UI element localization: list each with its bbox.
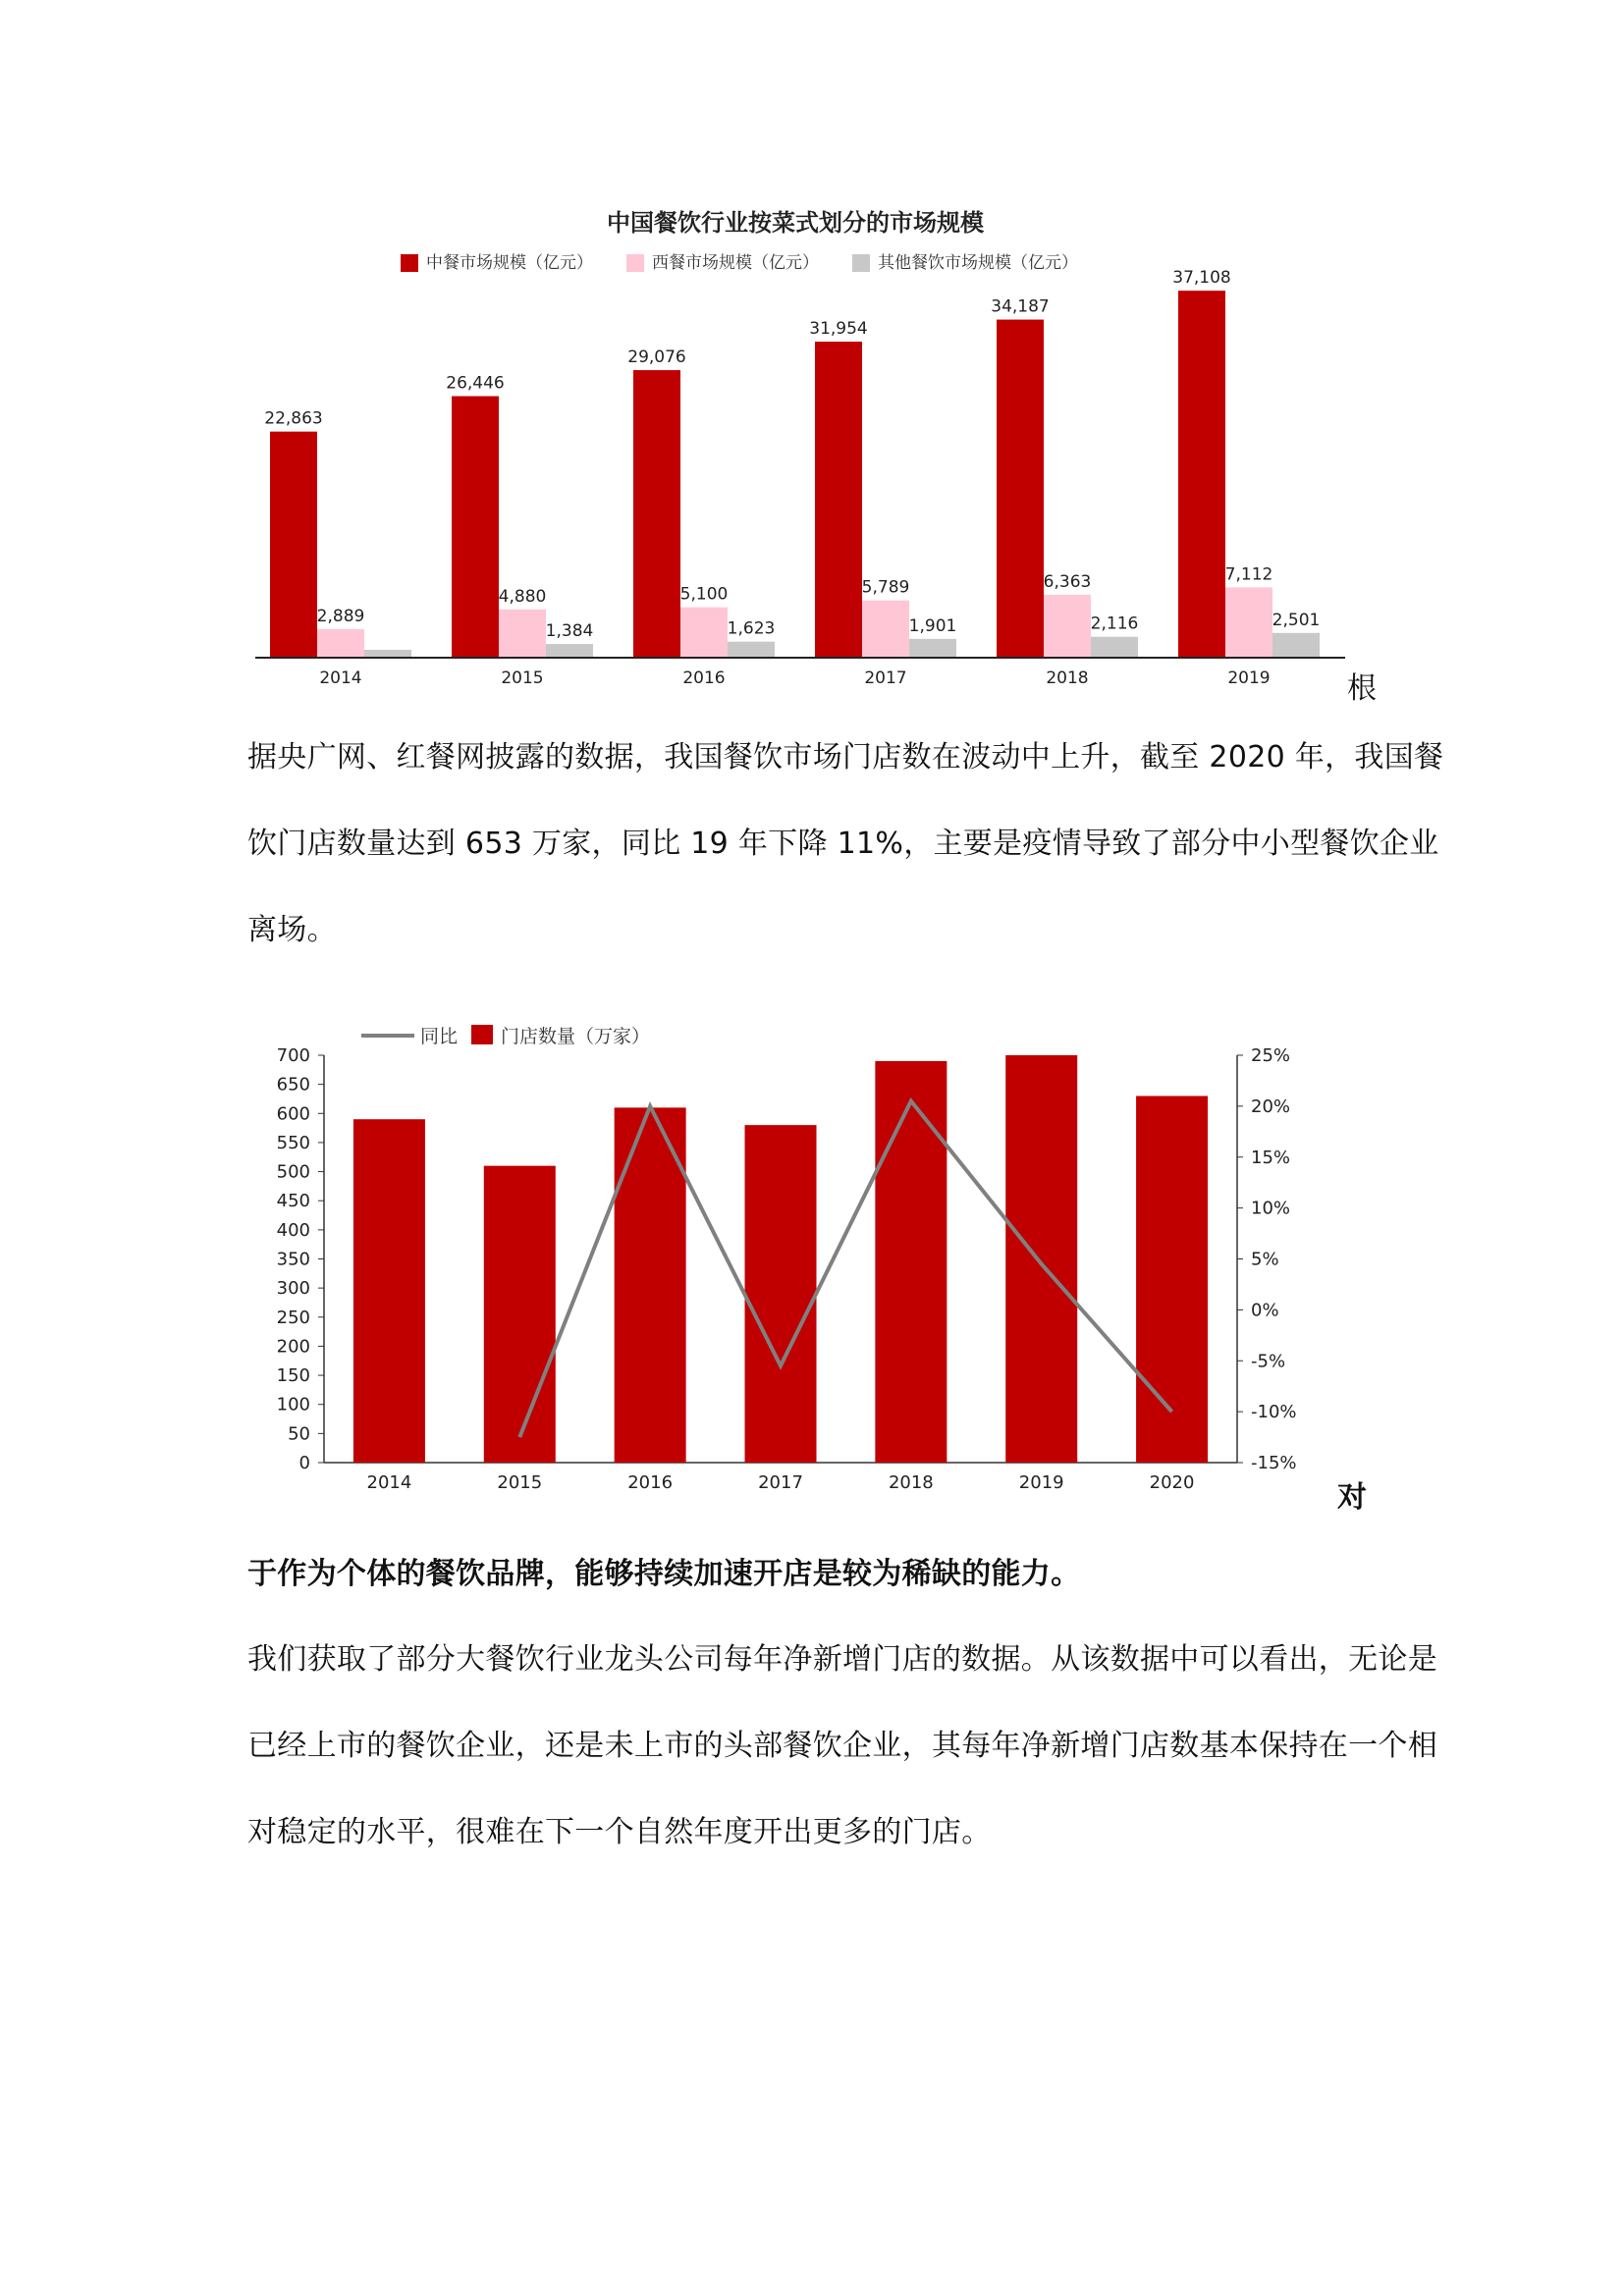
data-label: 6,363 (1043, 571, 1092, 592)
x-tick-label: 2016 (627, 1472, 674, 1493)
bar (875, 1061, 947, 1463)
bar (484, 1166, 556, 1463)
y2-tick-label: 25% (1251, 1045, 1291, 1066)
y2-tick-label: 20% (1251, 1095, 1291, 1117)
y-tick-label: 400 (276, 1219, 310, 1241)
y2-tick-label: 10% (1251, 1198, 1291, 1219)
bar (615, 1107, 686, 1463)
paragraph-line: 我们获取了部分大餐饮行业龙头公司每年净新增门店的数据。从该数据中可以看出，无论是 (247, 1642, 1437, 1677)
bar (270, 432, 317, 658)
paragraph-store-count (247, 715, 1444, 974)
paragraph-line: 据央广网、红餐网披露的数据，我国餐饮市场门店数在波动中上升，截至 2020 年，我国餐 (247, 740, 1444, 774)
bar (546, 644, 593, 658)
y2-tick-label: -10% (1251, 1402, 1297, 1423)
bar (997, 320, 1044, 658)
y-tick-label: 500 (276, 1161, 310, 1183)
x-tick-label: 2017 (758, 1472, 803, 1493)
x-tick-label: 2019 (1018, 1472, 1064, 1493)
data-label: 2,889 (316, 606, 365, 626)
y-tick-label: 700 (276, 1045, 310, 1066)
y-tick-label: 600 (276, 1103, 310, 1125)
bar (745, 1125, 817, 1463)
x-tick-label: 2015 (501, 668, 544, 688)
legend-swatch (852, 254, 870, 272)
data-label: 1,384 (545, 621, 594, 642)
x-tick-label: 2018 (1046, 668, 1089, 688)
x-tick-label: 2015 (497, 1472, 543, 1493)
data-label: 29,076 (627, 347, 686, 368)
data-label: 1,901 (908, 615, 957, 636)
y-tick-label: 550 (276, 1132, 310, 1153)
bar (317, 629, 364, 658)
bar (862, 601, 909, 658)
bar (1272, 633, 1320, 658)
x-tick-label: 2019 (1227, 668, 1271, 688)
paragraph-line: 饮门店数量达到 653 万家，同比 19 年下降 11%，主要是疫情导致了部分中小型餐饮企业 (247, 827, 1439, 861)
paragraph-fragment-1: 根 (1347, 671, 1377, 706)
y-tick-label: 250 (276, 1307, 310, 1328)
bar (1091, 637, 1138, 658)
y-tick-label: 0 (298, 1453, 310, 1473)
paragraph-bold-statement (247, 1531, 1396, 1618)
y-tick-label: 350 (276, 1249, 310, 1270)
y-tick-label: 300 (276, 1278, 310, 1300)
paragraph-line: 已经上市的餐饮企业，还是未上市的头部餐饮企业，其每年净新增门店数基本保持在一个相 (247, 1729, 1437, 1763)
y-tick-label: 450 (276, 1191, 310, 1212)
legend-label: 中餐市场规模（亿元） (426, 253, 593, 273)
y2-tick-label: -5% (1251, 1351, 1286, 1372)
data-label: 22,863 (264, 408, 323, 429)
bar (815, 342, 862, 658)
bar (909, 639, 956, 658)
data-label: 26,446 (446, 373, 505, 394)
paragraph-fragment-2: 对 (1337, 1480, 1367, 1515)
paragraph-line: 离场。 (247, 913, 337, 947)
market-size-chart-svg (245, 201, 1384, 697)
y-tick-label: 200 (276, 1336, 310, 1358)
y-tick-label: 50 (288, 1423, 310, 1445)
bar (452, 397, 499, 658)
bar (728, 642, 775, 658)
data-label: 1,623 (727, 618, 776, 639)
bar (499, 610, 546, 658)
legend-swatch (471, 1025, 493, 1044)
paragraph-net-new-stores (247, 1617, 1437, 1876)
x-tick-label: 2017 (864, 668, 907, 688)
x-tick-label: 2018 (888, 1472, 934, 1493)
bar (680, 608, 728, 658)
legend-label: 其他餐饮市场规模（亿元） (878, 253, 1078, 273)
paragraph-line: 对稳定的水平，很难在下一个自然年度开出更多的门店。 (247, 1815, 992, 1849)
data-label: 4,880 (498, 586, 547, 607)
legend-label: 同比 (420, 1026, 459, 1047)
data-label: 37,108 (1172, 268, 1231, 289)
y2-tick-label: 15% (1251, 1147, 1291, 1168)
legend-label: 门店数量（万家） (501, 1026, 651, 1047)
chart-title: 中国餐饮行业按菜式划分的市场规模 (607, 209, 984, 237)
legend-swatch (626, 254, 644, 272)
bar (1044, 595, 1091, 658)
data-label: 7,112 (1224, 564, 1273, 585)
bar (1178, 291, 1225, 658)
x-tick-label: 2016 (682, 668, 726, 688)
store-count-chart (265, 1011, 1306, 1497)
data-label: 5,100 (679, 584, 729, 605)
y-tick-label: 100 (276, 1394, 310, 1415)
legend-label: 西餐市场规模（亿元） (652, 253, 819, 273)
y2-tick-label: 5% (1251, 1249, 1279, 1270)
y2-tick-label: 0% (1251, 1300, 1279, 1321)
bar (1136, 1096, 1208, 1464)
y-tick-label: 650 (276, 1074, 310, 1095)
bar (633, 370, 680, 658)
legend-swatch (401, 254, 418, 272)
bar (1225, 587, 1272, 658)
x-tick-label: 2014 (319, 668, 362, 688)
data-label: 31,954 (809, 319, 868, 340)
market-size-chart (245, 201, 1384, 697)
data-label: 2,116 (1090, 614, 1139, 634)
bar (1005, 1055, 1077, 1463)
data-label: 5,789 (861, 577, 910, 598)
store-count-chart-svg (265, 1011, 1306, 1497)
y-tick-label: 150 (276, 1365, 310, 1387)
data-label: 2,501 (1272, 610, 1321, 630)
bar (353, 1119, 425, 1463)
y2-tick-label: -15% (1251, 1453, 1297, 1473)
x-tick-label: 2014 (366, 1472, 412, 1493)
paragraph-line: 于作为个体的餐饮品牌，能够持续加速开店是较为稀缺的能力。 (247, 1557, 1081, 1591)
data-label: 34,187 (991, 296, 1050, 317)
x-tick-label: 2020 (1149, 1472, 1195, 1493)
bar (364, 650, 411, 658)
